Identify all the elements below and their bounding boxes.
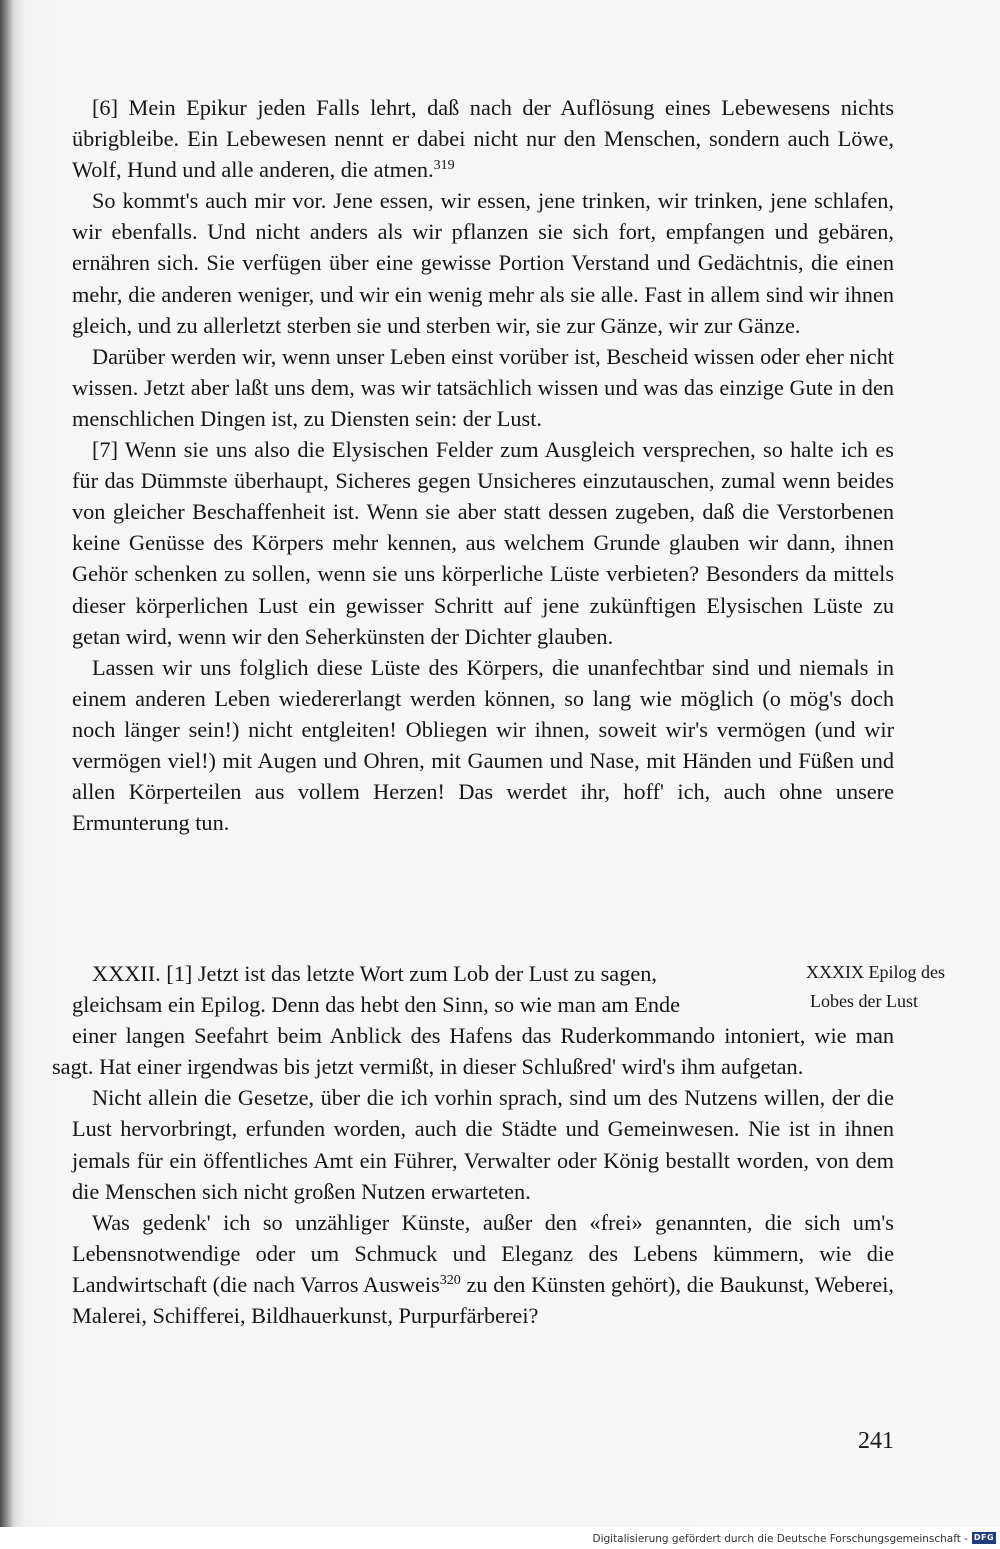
marginal-note-line-1: XXXIX Epilog des [806,962,945,982]
paragraph: Lassen wir uns folglich diese Lüste des Körpers, die unanfechtbar sind und niemals in einem anderen Leben wiedererlangt werden können, so lang wie möglich (o mög's doch noch länger sein!) nicht entgleiten! Obliegen wir ihnen, soweit wir's vermögen (und wir vermögen viel!) mit Augen und Ohren, mit Gaumen und Nase, mit Händen und Füßen und allen Körperteilen aus vollem Herzen! Das werdet ihr, hoff' ich, auch ohne unsere Ermunterung tun. [72,654,894,836]
footnote-ref-320: 320 [439,1272,461,1288]
chapter-xxxii-line-2: gleichsam ein Epilog. Denn das hebt den Sinn, so wie man am Ende [72,992,681,1018]
page-number: 241 [858,1428,894,1454]
chapter-xxxii-opening [52,958,894,1082]
paragraph: So kommt's auch mir vor. Jene essen, wir essen, jene trinken, wir trinken, jene schlafen, wir ebenfalls. Und nicht anders als wir pflanzen sie sich fort, empfangen und gebären, ernähren sich. Sie verfügen über eine gewisse Portion Verstand und Gedächtnis, die einen mehr, die anderen weniger, und wir ein wenig mehr als sie alle. Fast in allem sind wir ihnen gleich, und zu allerletzt sterben sie und sterben wir, sie zur Gänze, wir zur Gänze. [72,188,894,338]
main-text-section-1 [72,92,894,838]
paragraph-6 [72,92,894,185]
marginal-note [806,958,996,1016]
paragraph-last-text-b: zu den Künsten gehört), die Baukunst, Weberei, Malerei, Schifferei, Bildhauerkunst, Purpurfärberei? [72,1271,894,1329]
paragraph: Darüber werden wir, wenn unser Leben einst vorüber ist, Bescheid wissen oder eher nicht wissen. Jetzt aber laßt uns dem, was wir tatsächlich wissen und was das einzige Gute in den menschlichen Dingen ist, zu Diensten sein: der Lust. [72,343,894,431]
chapter-xxxii-line-1: XXXII. [1] Jetzt ist das letzte Wort zum Lob der Lust zu sagen, [92,961,657,986]
paragraph-7: [7] Wenn sie uns also die Elysischen Felder zum Ausgleich versprechen, so halte ich es für das Dümmste überhaupt, Sicheres gegen Unsicheres einzutauschen, zumal wenn beides von gleicher Beschaffenheit ist. Wenn sie aber statt dessen zugeben, daß die Verstorbenen keine Genüsse des Körpers mehr kennen, aus welchem Grunde glauben wir dann, ihnen Gehör schenken zu sollen, wenn sie uns körperliche Lüste verbieten? Besonders da mittels dieser körperlichen Lust ein gewisser Schritt auf jene zukünftigen Elysischen Lüste zu getan wird, wenn wir den Seherkünsten der Dichter glauben. [72,437,894,649]
footnote-ref-319: 319 [433,158,455,174]
chapter-xxxii-rest: einer langen Seefahrt beim Anblick des Hafens das Ruderkommando intoniert, wie man sagt. Hat einer irgendwas bis jetzt vermißt, in dieser Schlußred' wird's ihm aufgetan. [52,1023,894,1080]
dfg-logo: DFG [973,1533,995,1542]
marginal-note-line-2: Lobes der Lust [810,991,918,1011]
main-text-section-2 [52,958,894,1331]
footer-credit: Digitalisierung gefördert durch die Deutsche Forschungsgemeinschaft - [592,1533,968,1545]
paragraph-last-text-a: Was gedenk' ich so unzähliger Künste, außer den «frei» genannten, die sich um's Lebensnotwendige oder um Schmuck und Eleganz des Lebens kümmern, wie die Landwirtschaft (die nach Varros Ausweis [72,1209,894,1297]
paragraph: Nicht allein die Gesetze, über die ich vorhin sprach, sind um des Nutzens willen, der die Lust hervorbringt, erfunden worden, auch die Städte und Gemeinwesen. Nie ist in ihnen jemals für ein öffentliches Amt ein Führer, Verwalter oder König bestallt worden, von dem die Menschen sich nicht großen Nutzen erwarteten. [72,1085,894,1204]
paragraph-last [72,1207,894,1331]
paragraph-6-text: [6] Mein Epikur jeden Falls lehrt, daß nach der Auflösung eines Lebewesens nichts übrigbleibe. Ein Lebewesen nennt er dabei nicht nur den Menschen, sondern auch Löwe, Wolf, Hund und alle anderen, die atmen. [72,95,894,183]
